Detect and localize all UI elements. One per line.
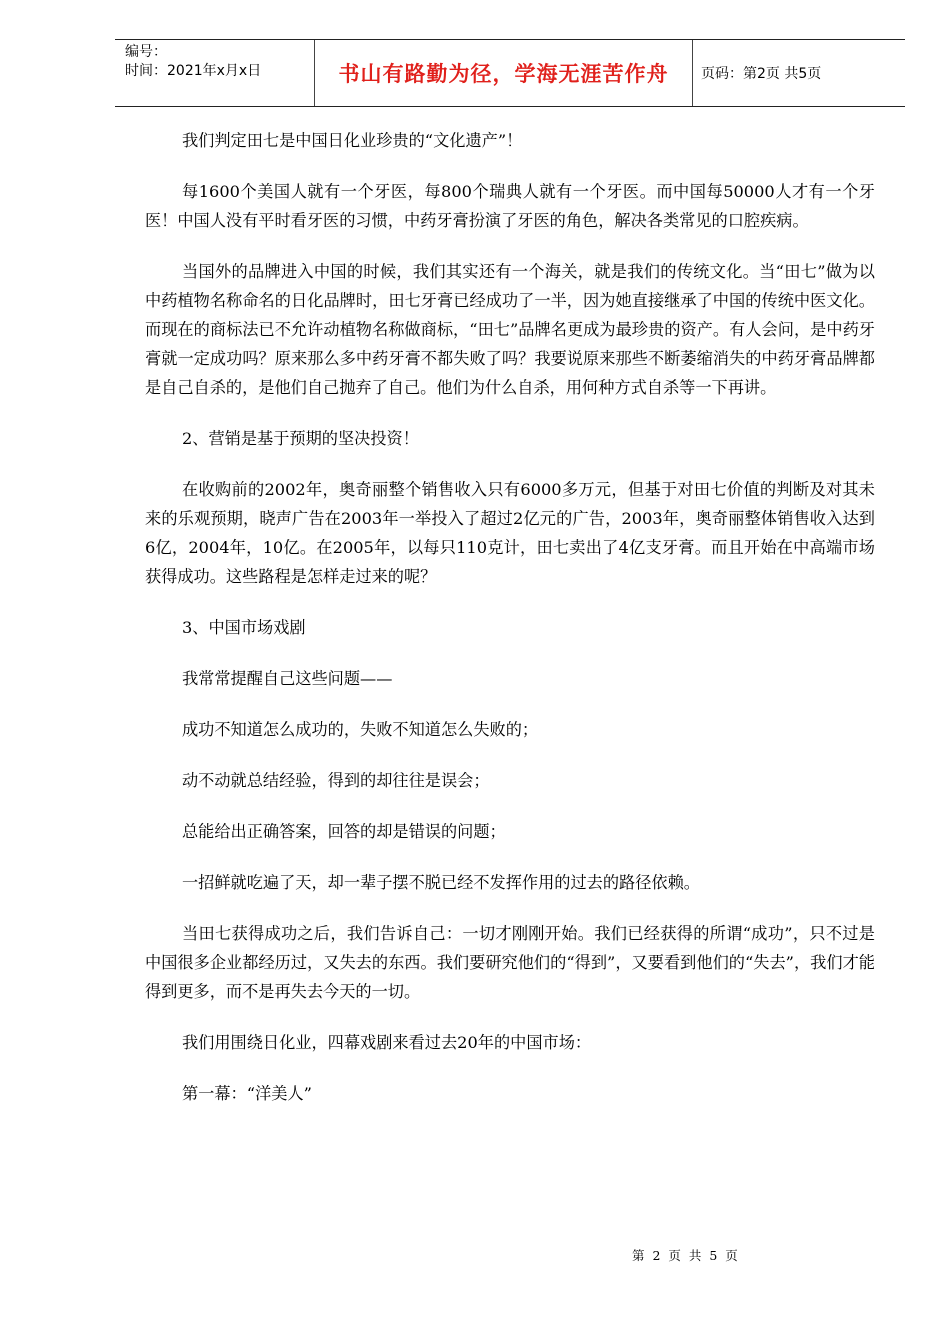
document-body <box>145 126 875 1130</box>
section-heading: 3、中国市场戏剧 <box>182 618 306 637</box>
act-heading: 第一幕：“洋美人” <box>182 1084 312 1103</box>
paragraph: 动不动就总结经验，得到的却往往是误会； <box>182 771 490 790</box>
header-meta <box>115 40 315 106</box>
paragraph: 成功不知道怎么成功的，失败不知道怎么失败的； <box>182 720 539 739</box>
paragraph: 一招鲜就吃遍了天，却一辈子摆不脱已经不发挥作用的过去的路径依赖。 <box>182 873 700 892</box>
page-footer: 第 2 页 共 5 页 <box>632 1248 740 1263</box>
header-page-info: 页码：第2页 共5页 <box>701 66 822 82</box>
paragraph: 我们用围绕日化业，四幕戏剧来看过去20年的中国市场： <box>182 1033 592 1052</box>
paragraph: 当田七获得成功之后，我们告诉自己：一切才刚刚开始。我们已经获得的所谓“成功”，只不过是中国很多企业都经历过，又失去的东西。我们要研究他们的“得到”，又要看到他们的“失去”，我们才能得到更多，而不是再失去今天的一切。 <box>145 924 875 1001</box>
paragraph: 当国外的品牌进入中国的时候，我们其实还有一个海关，就是我们的传统文化。当“田七”做为以中药植物名称命名的日化品牌时，田七牙膏已经成功了一半，因为她直接继承了中国的传统中医文化。而现在的商标法已不允许动植物名称做商标，“田七”品牌名更成为最珍贵的资产。有人会问，是中药牙膏就一定成功吗？原来那么多中药牙膏不都失败了吗？我要说原来那些不断萎缩消失的中药牙膏品牌都是自己自杀的，是他们自己抛弃了自己。他们为什么自杀，用何种方式自杀等一下再讲。 <box>145 262 875 397</box>
paragraph: 在收购前的2002年，奥奇丽整个销售收入只有6000多万元，但基于对田七价值的判断及对其未来的乐观预期，晓声广告在2003年一举投入了超过2亿元的广告，2003年，奥奇丽整体销售收入达到6亿，2004年，10亿。在2005年，以每只110克计，田七卖出了4亿支牙膏。而且开始在中高端市场获得成功。这些路程是怎样走过来的呢？ <box>145 480 875 586</box>
header-motto: 书山有路勤为径，学海无涯苦作舟 <box>315 40 693 106</box>
paragraph: 我常常提醒自己这些问题—— <box>182 669 393 688</box>
time-label: 时间：2021年x月x日 <box>125 63 262 79</box>
paragraph: 每1600个美国人就有一个牙医，每800个瑞典人就有一个牙医。而中国每50000人才有一个牙医！中国人没有平时看牙医的习惯，中药牙膏扮演了牙医的角色，解决各类常见的口腔疾病。 <box>145 182 875 230</box>
section-heading: 2、营销是基于预期的坚决投资！ <box>182 429 419 448</box>
paragraph: 总能给出正确答案，回答的却是错误的问题； <box>182 822 506 841</box>
paragraph: 我们判定田七是中国日化业珍贵的“文化遗产”！ <box>182 131 523 150</box>
number-label: 编号： <box>125 44 167 60</box>
page-header <box>115 39 905 107</box>
